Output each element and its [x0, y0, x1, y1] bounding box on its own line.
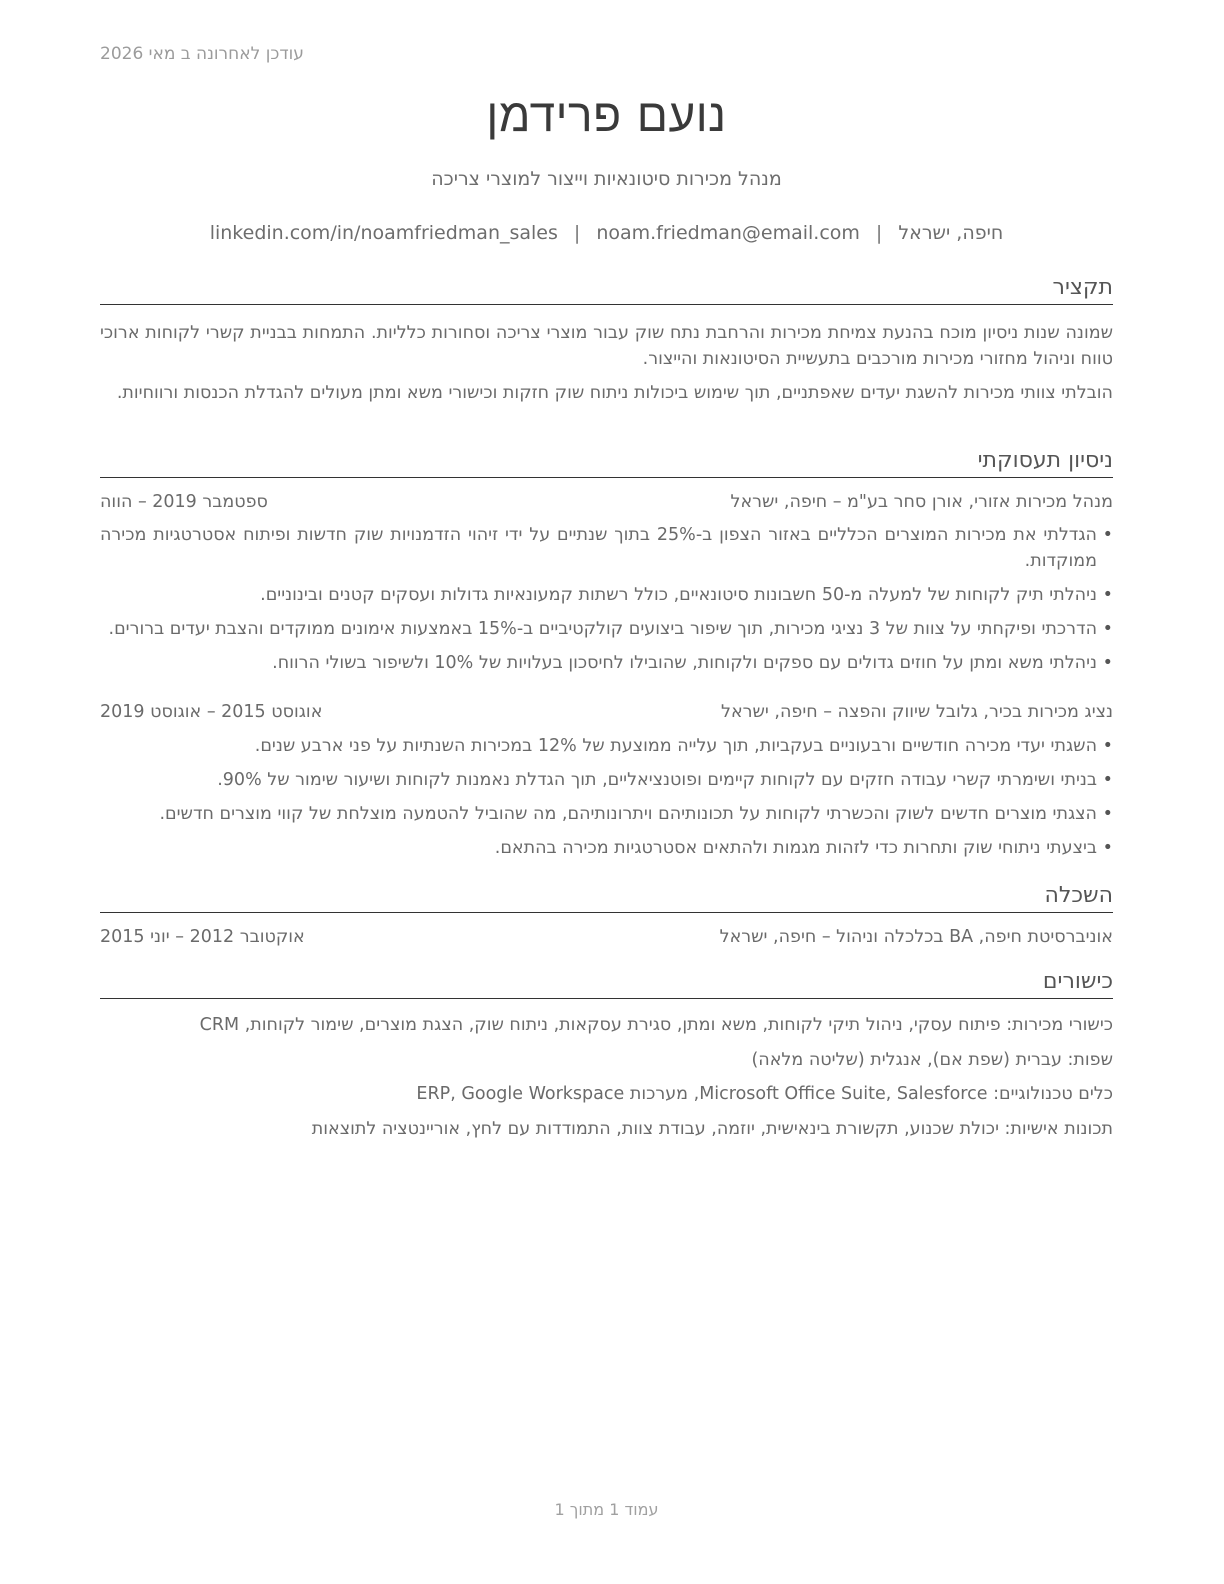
skills-line: כישורי מכירות: פיתוח עסקי, ניהול תיקי לקוחות, משא ומתן, סגירת עסקאות, ניתוח שוק, הצגת מוצרים, שימור לקוחות, CRM: [199, 1015, 1113, 1035]
skills-line: כלים טכנולוגיים: Microsoft Office Suite, Salesforce, מערכות ERP, Google Workspace: [416, 1084, 1113, 1104]
contact-line: [100, 222, 1113, 244]
section-title-summary: תקציר: [100, 274, 1113, 305]
summary-paragraph: הובלתי צוותי מכירות להשגת יעדים שאפתניים, תוך שימוש ביכולות ניתוח שוק חזקות וכישורי משא ומתן מעולים להגדלת הכנסות ורווחיות.: [116, 383, 1113, 403]
section-title-experience: ניסיון תעסוקתי: [100, 447, 1113, 478]
list-item: • הצגתי מוצרים חדשים לשוק והכשרתי לקוחות על תכונותיהם ויתרונותיהם, מה שהוביל להטמעה מוצלחת של קווי מוצרים חדשים.: [100, 801, 1113, 827]
email-link[interactable]: noam.friedman@email.com: [596, 222, 860, 244]
job-header: [100, 702, 1113, 728]
job-bullets: [100, 733, 1113, 869]
candidate-name: נועם פרידמן: [486, 88, 727, 142]
skills-line: תכונות אישיות: יכולת שכנוע, תקשורת בינאישית, יוזמה, עבודת צוות, התמודדות עם לחץ, אוריינטציה לתוצאות: [311, 1119, 1113, 1139]
job-role: נציג מכירות בכיר, גלובל שיווק והפצה – חיפה, ישראל: [721, 702, 1113, 722]
job-dates: אוגוסט 2015 – אוגוסט 2019: [100, 702, 323, 722]
education-institution: אוניברסיטת חיפה, BA בכלכלה וניהול – חיפה, ישראל: [719, 927, 1113, 947]
contact-separator: |: [875, 222, 883, 244]
list-item: • הדרכתי ופיקחתי על צוות של 3 נציגי מכירות, תוך שיפור ביצועים קולקטיביים ב-15% באמצעות אימונים ממוקדים והצבת יעדים ברורים.: [100, 616, 1113, 642]
section-title-skills: כישורים: [100, 968, 1113, 999]
location: חיפה, ישראל: [898, 222, 1004, 244]
linkedin-link[interactable]: linkedin.com/in/noamfriedman_sales: [209, 222, 558, 244]
last-updated: עודכן לאחרונה ב מאי 2026: [100, 44, 304, 64]
education-dates: אוקטובר 2012 – יוני 2015: [100, 927, 305, 947]
list-item: • הגדלתי את מכירות המוצרים הכלליים באזור הצפון ב-25% בתוך שנתיים על ידי זיהוי הזדמנויות שוק חדשות ופיתוח אסטרטגיות מכירה ממוקדות.: [100, 522, 1113, 574]
contact-separator: |: [573, 222, 581, 244]
job-dates: ספטמבר 2019 – הווה: [100, 492, 268, 512]
page-number: עמוד 1 מתוך 1: [554, 1500, 659, 1519]
list-item: • ניהלתי משא ומתן על חוזים גדולים עם ספקים ולקוחות, שהובילו לחיסכון בעלויות של 10% ולשיפור בשולי הרווח.: [100, 650, 1113, 676]
section-title-education: השכלה: [100, 882, 1113, 913]
summary-paragraph: שמונה שנות ניסיון מוכח בהנעת צמיחת מכירות והרחבת נתח שוק עבור מוצרי צריכה וסחורות כלליות. התמחות בבניית קשרי לקוחות ארוכי טווח וניהול מחזורי מכירות מורכבים בתעשיית הסיטונאות והייצור.: [100, 323, 1113, 369]
list-item: • השגתי יעדי מכירה חודשיים ורבעוניים בעקביות, תוך עלייה ממוצעת של 12% במכירות השנתיות על פני ארבע שנים.: [100, 733, 1113, 759]
candidate-title: מנהל מכירות סיטונאיות וייצור למוצרי צריכה: [431, 168, 782, 190]
list-item: • ביצעתי ניתוחי שוק ותחרות כדי לזהות מגמות ולהתאים אסטרטגיות מכירה בהתאם.: [100, 835, 1113, 861]
list-item: • בניתי ושימרתי קשרי עבודה חזקים עם לקוחות קיימים ופוטנציאליים, תוך הגדלת נאמנות לקוחות ושיעור שימור של 90%.: [100, 767, 1113, 793]
resume-page: [100, 0, 1113, 1584]
job-bullets: [100, 522, 1113, 684]
job-role: מנהל מכירות אזורי, אורן סחר בע"מ – חיפה, ישראל: [730, 492, 1113, 512]
job-header: [100, 492, 1113, 518]
list-item: • ניהלתי תיק לקוחות של למעלה מ-50 חשבונות סיטונאיים, כולל רשתות קמעונאיות גדולות ועסקים קטנים ובינוניים.: [100, 582, 1113, 608]
skills-line: שפות: עברית (שפת אם), אנגלית (שליטה מלאה): [751, 1050, 1113, 1070]
education-entry: [100, 927, 1113, 953]
